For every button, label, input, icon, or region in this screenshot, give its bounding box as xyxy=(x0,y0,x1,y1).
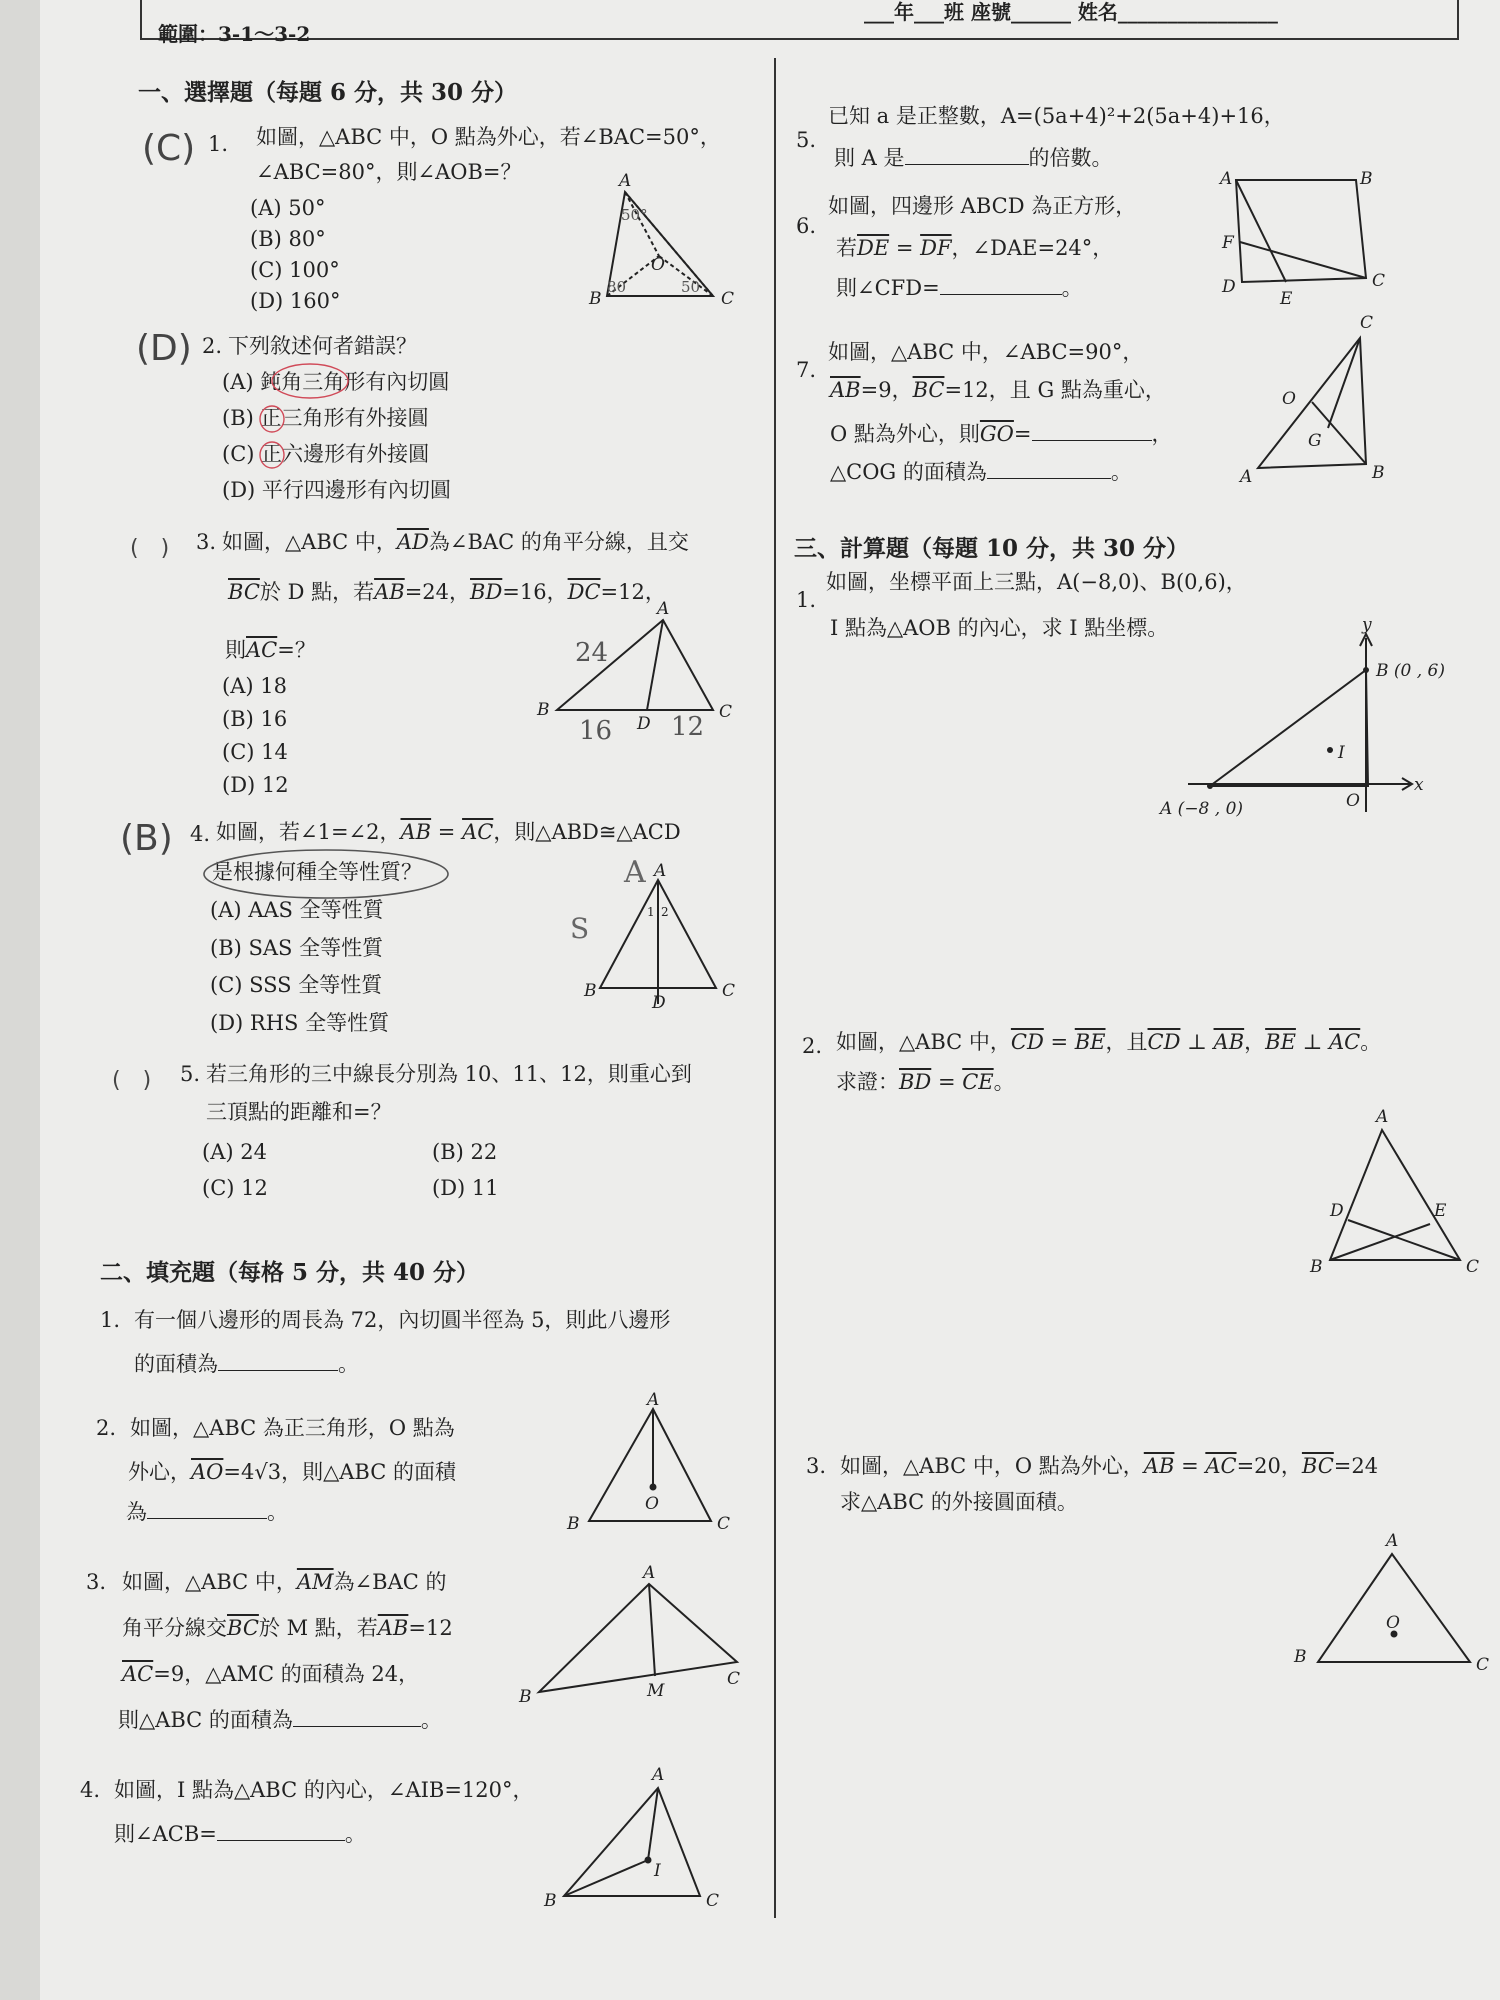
fill-q4-number: 4. xyxy=(80,1778,101,1802)
q3-option-b: (B) 16 xyxy=(222,707,288,731)
fill-q6-number: 6. xyxy=(796,214,817,238)
fill-q4-line2: 則∠ACB= 。 xyxy=(114,1822,366,1846)
calc-q3-label-o: O xyxy=(1386,1613,1400,1633)
fill-q6-label-e: E xyxy=(1280,289,1293,309)
q5-line2: 三頂點的距離和=？ xyxy=(206,1100,392,1124)
fill-q7-label-o: O xyxy=(1282,389,1296,409)
section-3-title: 三、計算題（每題 10 分，共 30 分） xyxy=(794,535,1190,562)
calc-q3-number: 3. xyxy=(806,1454,827,1478)
calc-q3-triangle-figure xyxy=(1290,1528,1490,1688)
fill-q7-line4: △COG 的面積為 。 xyxy=(830,460,1132,484)
calc-q2-line1: 如圖，△ABC 中，$\overline{CD} = \overline{BE}$，且$\overline{CD}$ ⊥ $\overline{AB}$，$\overline{BE}$ ⊥ $\overline{AC}$。 xyxy=(836,1030,1382,1054)
fill-q4-label-c: C xyxy=(706,1891,720,1911)
q4-label-b: B xyxy=(584,981,597,1001)
calc-q2-triangle-figure xyxy=(1300,1108,1480,1278)
fill-q7-triangle-figure xyxy=(1236,313,1416,491)
q3-note-dc: 12 xyxy=(671,712,705,742)
calc-q2-label-b: B xyxy=(1310,1257,1323,1277)
q2-number: 2. xyxy=(202,334,223,358)
fill-q6-square-figure xyxy=(1216,168,1406,308)
q1-option-a: (A) 50° xyxy=(250,196,326,220)
student-info-line: ___年___班 座號______ 姓名________________ xyxy=(864,0,1278,24)
fill-q3-label-c: C xyxy=(727,1669,741,1689)
calc-q2-label-e: E xyxy=(1434,1201,1447,1221)
calc-q2-label-a: A xyxy=(1376,1107,1389,1127)
calc-q2-label-d: D xyxy=(1330,1201,1344,1221)
fill-q3-number: 3. xyxy=(86,1570,107,1594)
q5-option-a: (A) 24 xyxy=(202,1140,267,1164)
q3-line3: 則$\overline{AC}=$？ xyxy=(225,638,316,662)
section-2-title: 二、填充題（每格 5 分，共 40 分） xyxy=(100,1259,480,1286)
q3-triangle-figure xyxy=(535,599,735,746)
fill-q7-line1: 如圖，△ABC 中，∠ABC=90°， xyxy=(828,340,1144,364)
fill-q3-line3: $\overline{AC}=9$，△AMC 的面積為 24， xyxy=(122,1662,420,1686)
fill-q5-line2: 則 A 是 的倍數。 xyxy=(834,146,1113,170)
calc-q1-label-a: A (−8 , 0) xyxy=(1160,799,1244,819)
q3-label-b: B xyxy=(537,700,550,720)
q3-label-d: D xyxy=(637,714,651,734)
fill-q3-line1: 如圖，△ABC 中，$\overline{AM}$為∠BAC 的 xyxy=(122,1570,447,1594)
answer-mark-1: (C) xyxy=(142,128,196,169)
q4-line1: 如圖，若∠1=∠2，$\overline{AB} = \overline{AC}$，則△ABD≅△ACD xyxy=(216,820,681,844)
q2-red-annotations xyxy=(200,355,400,495)
calc-q3-line2: 求△ABC 的外接圓面積。 xyxy=(840,1490,1078,1514)
fill-q3-blank[interactable] xyxy=(293,1726,421,1727)
fill-q7-number: 7. xyxy=(796,358,817,382)
q2-option-a: (A) 鈍角三角形有內切圓 xyxy=(222,370,450,394)
calc-q1-label-i: I xyxy=(1338,743,1345,763)
q4-option-b: (B) SAS 全等性質 xyxy=(210,936,384,960)
fill-q1-line1: 有一個八邊形的周長為 72，內切圓半徑為 5，則此八邊形 xyxy=(134,1308,671,1332)
calc-q2-label-c: C xyxy=(1466,1257,1480,1277)
q4-option-d: (D) RHS 全等性質 xyxy=(210,1011,390,1035)
calc-q1-label-o: O xyxy=(1346,791,1360,811)
fill-q7-blank-go[interactable] xyxy=(1032,440,1152,441)
calc-q2-line2: 求證：$\overline{BD} = \overline{CE}$。 xyxy=(836,1070,1015,1094)
fill-q3-label-a: A xyxy=(643,1563,656,1583)
fill-q2-blank[interactable] xyxy=(147,1518,267,1519)
fill-q2-label-o: O xyxy=(645,1494,659,1514)
fill-q7-blank-area[interactable] xyxy=(987,478,1111,479)
calc-q3-label-b: B xyxy=(1294,1647,1307,1667)
range-label: 範圍：3-1～3-2 xyxy=(158,22,311,46)
q4-angle-2: 2 xyxy=(661,905,669,919)
q4-pen-circle xyxy=(202,848,462,902)
q3-option-d: (D) 12 xyxy=(222,773,289,797)
fill-q1-number: 1. xyxy=(100,1308,121,1332)
q1-line1: 如圖，△ABC 中，O 點為外心，若∠BAC=50°， xyxy=(256,125,721,149)
fill-q2-line3: 為 。 xyxy=(126,1500,288,1524)
calc-q1-axis-y: y xyxy=(1362,615,1372,635)
q1-label-c: C xyxy=(721,289,735,309)
fill-q6-line2: 若$\overline{DE} = \overline{DF}$，∠DAE=24°， xyxy=(836,236,1114,260)
fill-q4-label-b: B xyxy=(544,1891,557,1911)
q1-label-b: B xyxy=(589,289,602,309)
answer-mark-3: ( ) xyxy=(130,536,170,561)
fill-q5-line1: 已知 a 是正整數，A=(5a+4)²+2(5a+4)+16， xyxy=(828,104,1285,128)
q3-label-c: C xyxy=(719,702,733,722)
q1-option-d: (D) 160° xyxy=(250,289,341,313)
fill-q6-blank[interactable] xyxy=(940,294,1062,295)
fill-q4-label-a: A xyxy=(652,1765,665,1785)
answer-mark-5: ( ) xyxy=(112,1068,152,1093)
fill-q3-label-m: M xyxy=(647,1681,665,1701)
q1-note-a: 50° xyxy=(621,206,648,224)
q1-option-c: (C) 100° xyxy=(250,258,340,282)
q4-note-s: S xyxy=(570,912,590,945)
section-1-title: 一、選擇題（每題 6 分，共 30 分） xyxy=(138,79,518,106)
fill-q1-line2: 的面積為 。 xyxy=(134,1352,359,1376)
q1-line2: ∠ABC=80°，則∠AOB=？ xyxy=(256,160,522,184)
q3-option-a: (A) 18 xyxy=(222,674,287,698)
column-divider xyxy=(774,58,776,1918)
fill-q2-label-b: B xyxy=(567,1514,580,1534)
q2-option-c: (C) 正六邊形有外接圓 xyxy=(222,442,430,466)
q4-label-d: D xyxy=(652,993,666,1013)
fill-q3-label-b: B xyxy=(519,1687,532,1707)
fill-q5-number: 5. xyxy=(796,128,817,152)
calc-q1-number: 1. xyxy=(796,588,817,612)
q5-option-d: (D) 11 xyxy=(432,1176,499,1200)
fill-q3-line4: 則△ABC 的面積為 。 xyxy=(118,1708,442,1732)
q1-note-b: 80 xyxy=(607,278,627,296)
fill-q2-line1: 如圖，△ABC 為正三角形，O 點為 xyxy=(130,1416,455,1440)
q4-option-a: (A) AAS 全等性質 xyxy=(210,898,384,922)
fill-q7-line2: $\overline{AB}=9$，$\overline{BC}=12$，且 G 點為重心， xyxy=(830,378,1166,402)
answer-mark-2: (D) xyxy=(136,328,192,369)
fill-q7-line3: O 點為外心，則$\overline{GO}=$ ， xyxy=(830,422,1173,446)
fill-q7-label-c: C xyxy=(1360,313,1374,333)
q1-label-a: A xyxy=(619,171,632,191)
q5-number: 5. xyxy=(180,1062,201,1086)
q5-line1: 若三角形的三中線長分別為 10、11、12，則重心到 xyxy=(206,1062,692,1086)
q1-triangle-figure xyxy=(585,168,735,308)
q4-number: 4. xyxy=(190,822,211,846)
calc-q1-axis-x: x xyxy=(1414,775,1424,795)
q1-option-b: (B) 80° xyxy=(250,227,326,251)
calc-q1-line2: I 點為△AOB 的內心，求 I 點坐標。 xyxy=(830,616,1169,640)
fill-q2-number: 2. xyxy=(96,1416,117,1440)
fill-q6-label-b: B xyxy=(1360,169,1373,189)
q5-option-c: (C) 12 xyxy=(202,1176,268,1200)
q4-label-a: A xyxy=(654,861,667,881)
q5-option-b: (B) 22 xyxy=(432,1140,498,1164)
q2-option-d: (D) 平行四邊形有內切圓 xyxy=(222,478,451,502)
q1-number: 1. xyxy=(208,132,229,156)
calc-q1-coordinate-figure xyxy=(1150,615,1446,828)
fill-q4-triangle-figure xyxy=(540,1760,740,1920)
fill-q6-label-f: F xyxy=(1222,233,1234,253)
q4-label-c: C xyxy=(722,981,736,1001)
fill-q2-label-a: A xyxy=(647,1390,660,1410)
calc-q3-label-a: A xyxy=(1386,1531,1399,1551)
fill-q5-blank[interactable] xyxy=(905,164,1029,165)
q4-angle-1: 1 xyxy=(647,905,655,919)
fill-q4-blank[interactable] xyxy=(217,1840,345,1841)
q2-stem: 下列敘述何者錯誤？ xyxy=(228,334,417,358)
calc-q1-line1: 如圖，坐標平面上三點，A(−8,0)、B(0,6)， xyxy=(826,570,1247,594)
q4-note-a: A xyxy=(624,855,646,890)
fill-q3-line2: 角平分線交$\overline{BC}$於 M 點，若$\overline{AB}=12$ xyxy=(122,1616,453,1640)
answer-mark-4: (B) xyxy=(120,818,173,859)
fill-q6-line3: 則∠CFD= 。 xyxy=(836,276,1083,300)
fill-q2-label-c: C xyxy=(717,1514,731,1534)
fill-q2-triangle-figure xyxy=(565,1390,740,1534)
calc-q3-line1: 如圖，△ABC 中，O 點為外心，$\overline{AB} = \overline{AC}=20$，$\overline{BC}=24$ xyxy=(840,1454,1379,1478)
fill-q7-label-g: G xyxy=(1308,431,1322,451)
fill-q7-label-b: B xyxy=(1372,463,1385,483)
q3-number: 3. xyxy=(196,530,217,554)
q3-option-c: (C) 14 xyxy=(222,740,288,764)
q1-label-o: O xyxy=(651,255,665,275)
fill-q2-line2: 外心，$\overline{AO}=4√3$，則△ABC 的面積 xyxy=(128,1460,456,1484)
fill-q4-line1: 如圖，I 點為△ABC 的內心，∠AIB=120°， xyxy=(114,1778,534,1802)
fill-q6-label-a: A xyxy=(1220,169,1233,189)
q4-line2: 是根據何種全等性質？ xyxy=(212,860,422,884)
fill-q3-triangle-figure xyxy=(515,1563,741,1707)
q3-line1: 如圖，△ABC 中，$\overline{AD}$為∠BAC 的角平分線，且交 xyxy=(222,530,689,554)
q1-note-c: 50 xyxy=(681,278,701,296)
fill-q1-blank[interactable] xyxy=(218,1370,338,1371)
q3-note-bd: 16 xyxy=(579,716,613,746)
q4-triangle-figure xyxy=(570,855,740,1013)
q2-option-b: (B) 正三角形有外接圓 xyxy=(222,406,429,430)
fill-q4-label-i: I xyxy=(654,1861,661,1881)
q3-line2: $\overline{BC}$於 D 點，若$\overline{AB}=24$，$\overline{BD}=16$，$\overline{DC}=12$， xyxy=(228,580,666,604)
q3-label-a: A xyxy=(657,599,670,619)
calc-q1-label-b: B (0 , 6) xyxy=(1376,661,1446,681)
fill-q6-label-d: D xyxy=(1222,277,1236,297)
fill-q6-line1: 如圖，四邊形 ABCD 為正方形， xyxy=(828,194,1137,218)
q3-note-ab: 24 xyxy=(575,638,609,668)
fill-q6-label-c: C xyxy=(1372,271,1386,291)
calc-q2-number: 2. xyxy=(802,1034,823,1058)
calc-q3-label-c: C xyxy=(1476,1655,1490,1675)
fill-q7-label-a: A xyxy=(1240,467,1253,487)
q4-option-c: (C) SSS 全等性質 xyxy=(210,973,383,997)
